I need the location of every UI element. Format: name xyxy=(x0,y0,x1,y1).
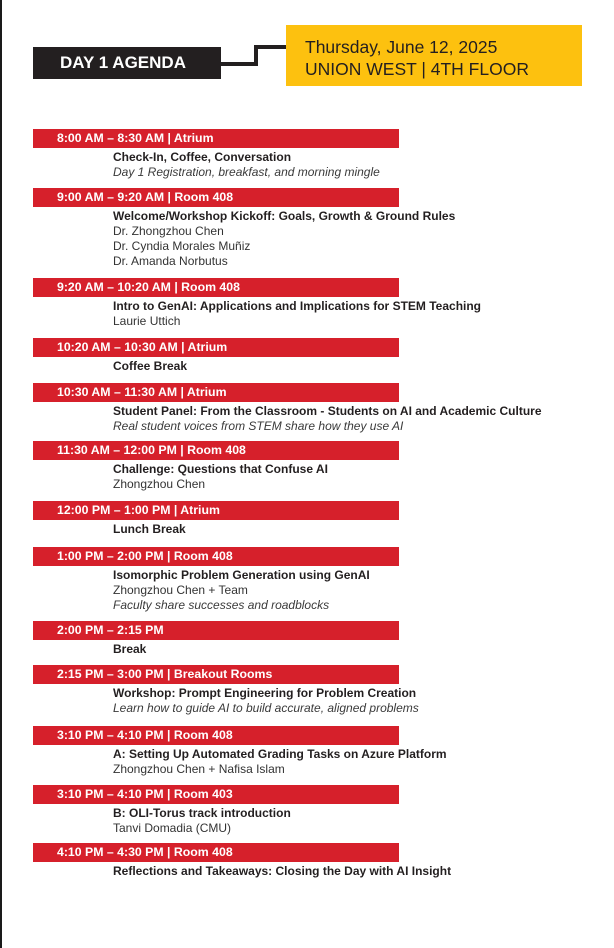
agenda-session-title: Coffee Break xyxy=(113,359,188,373)
agenda-session-title: A: Setting Up Automated Grading Tasks on Azure Platform xyxy=(113,747,447,761)
agenda-item-details xyxy=(33,520,593,537)
agenda-session-note: Faculty share successes and roadblocks xyxy=(113,598,330,612)
agenda-item-details xyxy=(33,148,593,180)
agenda-time-bar: 11:30 AM – 12:00 PM | Room 408 xyxy=(33,441,399,460)
agenda-item-details xyxy=(33,684,593,716)
agenda-session-speaker: Dr. Amanda Norbutus xyxy=(113,254,228,268)
agenda-item xyxy=(33,278,593,329)
agenda-time-bar: 3:10 PM – 4:10 PM | Room 408 xyxy=(33,726,399,745)
day-agenda-label xyxy=(33,47,221,79)
event-date: Thursday, June 12, 2025 xyxy=(305,37,498,57)
agenda-item xyxy=(33,621,593,657)
agenda-item-details xyxy=(33,745,593,777)
agenda-session-note: Learn how to guide AI to build accurate, aligned problems xyxy=(113,701,419,715)
agenda-item xyxy=(33,338,593,374)
agenda-session-speaker: Zhongzhou Chen xyxy=(113,477,206,491)
agenda-item xyxy=(33,188,593,269)
agenda-time-bar: 2:00 PM – 2:15 PM xyxy=(33,621,399,640)
agenda-item xyxy=(33,785,593,836)
agenda-session-speaker: Zhongzhou Chen + Team xyxy=(113,583,248,597)
agenda-time-bar: 9:20 AM – 10:20 AM | Room 408 xyxy=(33,278,399,297)
date-location-box xyxy=(286,25,582,86)
agenda-item xyxy=(33,547,593,613)
agenda-session-speaker: Tanvi Domadia (CMU) xyxy=(113,821,232,835)
agenda-session-note: Real student voices from STEM share how they use AI xyxy=(113,419,404,433)
agenda-session-speaker: Laurie Uttich xyxy=(113,314,181,328)
agenda-session-title: Workshop: Prompt Engineering for Problem Creation xyxy=(113,686,417,700)
agenda-time-bar: 1:00 PM – 2:00 PM | Room 408 xyxy=(33,547,399,566)
agenda-time-bar: 12:00 PM – 1:00 PM | Atrium xyxy=(33,501,399,520)
agenda-session-title: Break xyxy=(113,642,147,656)
agenda-session-speaker: Dr. Zhongzhou Chen xyxy=(113,224,224,238)
agenda-time-bar: 3:10 PM – 4:10 PM | Room 403 xyxy=(33,785,399,804)
agenda-time-bar: 10:20 AM – 10:30 AM | Atrium xyxy=(33,338,399,357)
agenda-session-note: Day 1 Registration, breakfast, and morning mingle xyxy=(113,165,380,179)
event-location: UNION WEST | 4TH FLOOR xyxy=(305,59,529,79)
agenda-session-title: Challenge: Questions that Confuse AI xyxy=(113,462,328,476)
agenda-item xyxy=(33,726,593,777)
agenda-item xyxy=(33,441,593,492)
agenda-item xyxy=(33,383,593,434)
agenda-item xyxy=(33,501,593,537)
agenda-session-title: Isomorphic Problem Generation using GenAI xyxy=(113,568,370,582)
agenda-item-details xyxy=(33,460,593,492)
agenda-session-title: Intro to GenAI: Applications and Implications for STEM Teaching xyxy=(113,299,482,313)
agenda-time-bar: 8:00 AM – 8:30 AM | Atrium xyxy=(33,129,399,148)
agenda-item-details xyxy=(33,862,593,879)
agenda-item xyxy=(33,665,593,716)
agenda-session-title: Lunch Break xyxy=(113,522,186,536)
agenda-item-details xyxy=(33,297,593,329)
agenda-item xyxy=(33,129,593,180)
day-agenda-label-text: DAY 1 AGENDA xyxy=(60,53,186,72)
agenda-session-speaker: Dr. Cyndia Morales Muñiz xyxy=(113,239,251,253)
page-left-border xyxy=(0,0,2,948)
agenda-item-details xyxy=(33,804,593,836)
agenda-item-details xyxy=(33,207,593,269)
agenda-item-details xyxy=(33,357,593,374)
agenda-item-details xyxy=(33,566,593,613)
agenda-time-bar: 4:10 PM – 4:30 PM | Room 408 xyxy=(33,843,399,862)
agenda-time-bar: 10:30 AM – 11:30 AM | Atrium xyxy=(33,383,399,402)
agenda-item-details xyxy=(33,640,593,657)
agenda-item-details xyxy=(33,402,593,434)
agenda-session-title: Student Panel: From the Classroom - Students on AI and Academic Culture xyxy=(113,404,542,418)
agenda-session-title: Check-In, Coffee, Conversation xyxy=(113,150,292,164)
agenda-session-speaker: Zhongzhou Chen + Nafisa Islam xyxy=(113,762,285,776)
agenda-time-bar: 2:15 PM – 3:00 PM | Breakout Rooms xyxy=(33,665,399,684)
agenda-item xyxy=(33,843,593,879)
agenda-time-bar: 9:00 AM – 9:20 AM | Room 408 xyxy=(33,188,399,207)
agenda-session-title: Reflections and Takeaways: Closing the Day with AI Insight xyxy=(113,864,452,878)
agenda-session-title: Welcome/Workshop Kickoff: Goals, Growth & Ground Rules xyxy=(113,209,456,223)
agenda-session-title: B: OLI-Torus track introduction xyxy=(113,806,291,820)
